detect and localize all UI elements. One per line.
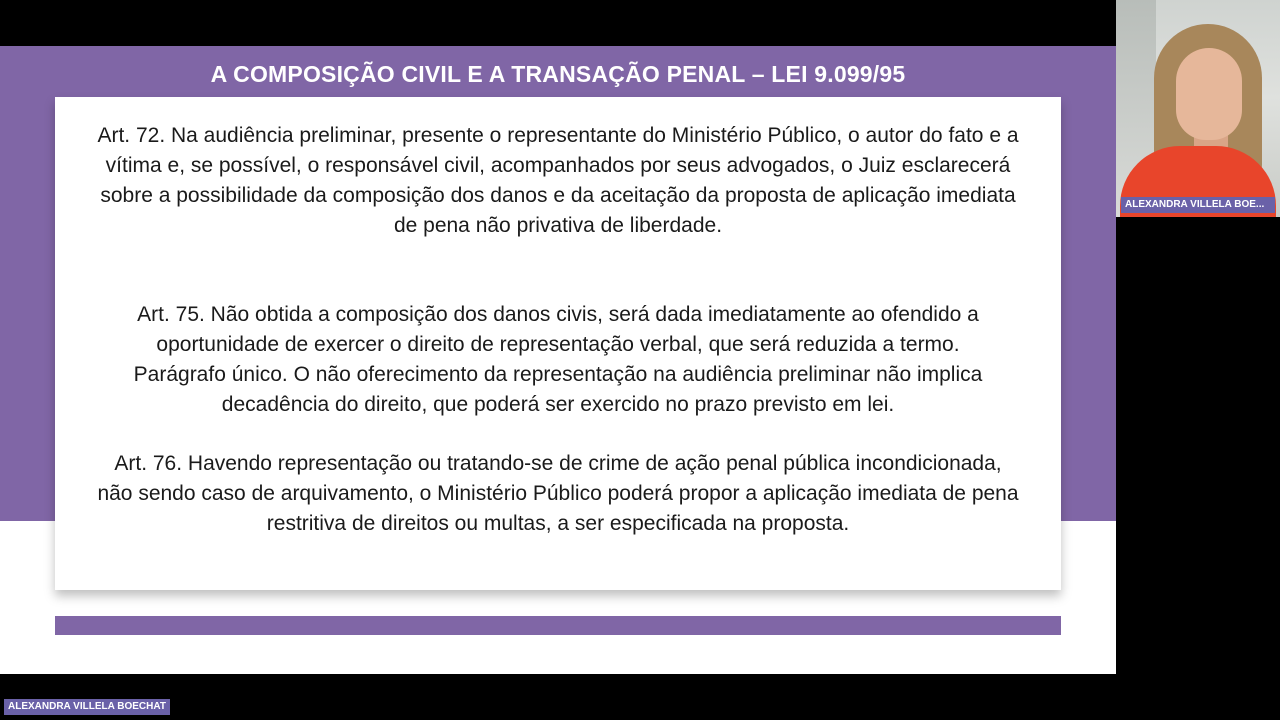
presenter-name-label: ALEXANDRA VILLELA BOECHAT [4, 699, 170, 715]
slide-title: A COMPOSIÇÃO CIVIL E A TRANSAÇÃO PENAL – LEI 9.099/95 [210, 61, 906, 87]
article-76-text: Art. 76. Havendo representação ou tratando-se de crime de ação penal pública incondicionada, não sendo caso de arquivamento, o Ministério Público poderá propor a aplicação imediata de pena restritiva de direitos ou multas, a ser especificada na proposta. [97, 452, 1019, 535]
shared-slide [0, 46, 1116, 674]
video-tile-name-label: ALEXANDRA VILLELA BOE... [1121, 197, 1275, 213]
slide-footer-bar [55, 616, 1061, 635]
article-72-text: Art. 72. Na audiência preliminar, presente o representante do Ministério Público, o autor do fato e a vítima e, se possível, o responsável civil, acompanhados por seus advogados, o Juiz esclarecerá sobre a possibilidade da composição dos danos e da aceitação da proposta de aplicação imediata de pena não privativa de liberdade. [97, 124, 1019, 237]
participant-face [1176, 48, 1242, 140]
article-75-paragraph-text: Parágrafo único. O não oferecimento da representação na audiência preliminar não implica decadência do direito, que poderá ser exercido no prazo previsto em lei. [133, 363, 983, 416]
participant-video-tile[interactable] [1116, 0, 1280, 217]
article-75-text: Art. 75. Não obtida a composição dos danos civis, será dada imediatamente ao ofendido a oportunidade de exercer o direito de representação verbal, que será reduzida a termo. [137, 303, 979, 356]
content-card [55, 97, 1061, 590]
